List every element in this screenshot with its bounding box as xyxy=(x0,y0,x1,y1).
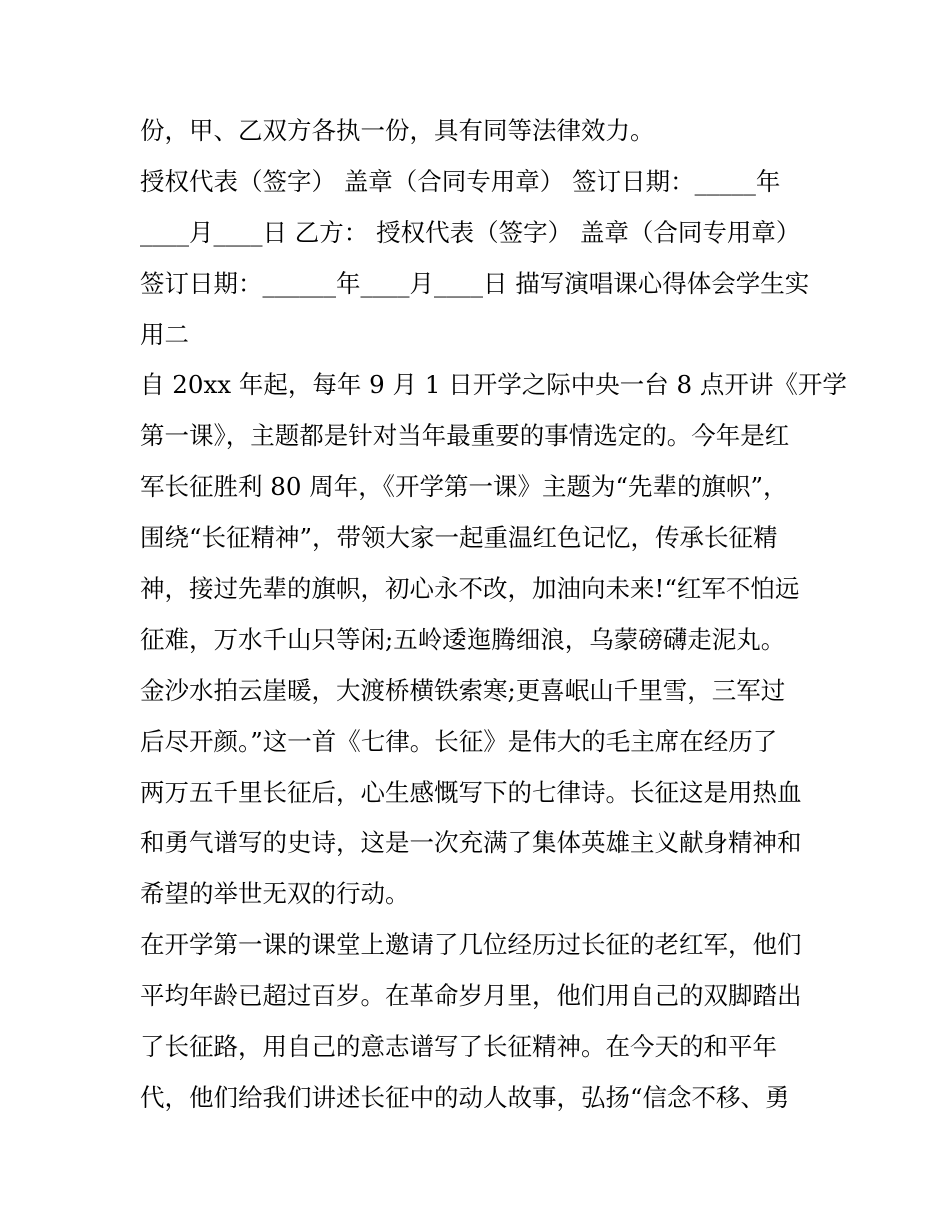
text-line: 征难，万水千山只等闲;五岭逶迤腾细浪，乌蒙磅礴走泥丸。 xyxy=(140,624,786,654)
text-line: 签订日期：______年____月____日 描写演唱课心得体会学生实 xyxy=(140,268,810,298)
text-line: 用二 xyxy=(140,319,189,349)
text-line: 平均年龄已超过百岁。在革命岁月里，他们用自己的双脚踏出 xyxy=(140,981,802,1011)
text-line: 围绕“长征精神”，带领大家一起重温红色记忆，传承长征精 xyxy=(140,523,778,553)
text-line: 自 20xx 年起，每年 9 月 1 日开学之际中央一台 8 点开讲《开学 xyxy=(140,370,847,400)
text-line: 后尽开颜。”这一首《七律。长征》是伟大的毛主席在经历了 xyxy=(140,726,778,756)
text-line: 两万五千里长征后，心生感慨写下的七律诗。长征这是用热血 xyxy=(140,777,802,807)
text-line: ____月____日 乙方： 授权代表（签字） 盖章（合同专用章） xyxy=(140,217,801,247)
text-line: 授权代表（签字） 盖章（合同专用章） 签订日期：_____年 xyxy=(140,166,781,196)
text-line: 代，他们给我们讲述长征中的动人故事，弘扬“信念不移、勇 xyxy=(140,1082,790,1112)
text-line: 神，接过先辈的旗帜，初心永不改，加油向未来!“红军不怕远 xyxy=(140,574,800,604)
text-line: 第一课》，主题都是针对当年最重要的事情选定的。今年是红 xyxy=(140,421,790,451)
text-line: 和勇气谱写的史诗，这是一次充满了集体英雄主义献身精神和 xyxy=(140,828,802,858)
text-line: 了长征路，用自己的意志谱写了长征精神。在今天的和平年 xyxy=(140,1032,777,1062)
text-line: 份，甲、乙双方各执一份，具有同等法律效力。 xyxy=(140,116,655,145)
text-line: 军长征胜利 80 周年，《开学第一课》主题为“先辈的旗帜”， xyxy=(140,472,788,502)
text-line: 希望的举世无双的行动。 xyxy=(140,879,410,909)
body-text xyxy=(140,106,847,1124)
text-line: 金沙水拍云崖暖，大渡桥横铁索寒;更喜岷山千里雪，三军过 xyxy=(140,675,786,705)
text-line: 在开学第一课的课堂上邀请了几位经历过长征的老红军，他们 xyxy=(140,930,802,960)
